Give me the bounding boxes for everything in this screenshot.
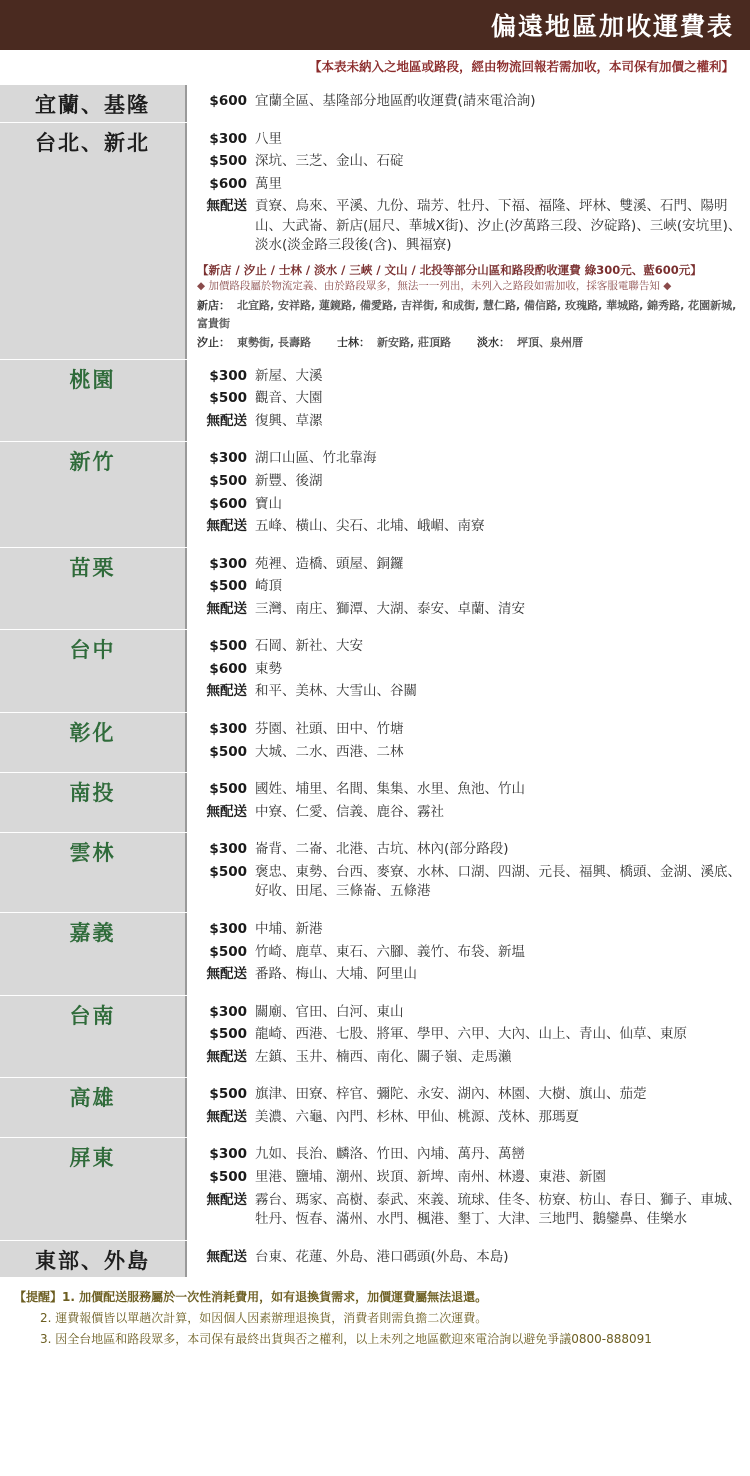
fee-line (197, 495, 742, 515)
fee-line (197, 472, 742, 492)
fee-price: $600 (209, 495, 247, 512)
fee-line (197, 1025, 742, 1045)
table-row (0, 629, 750, 712)
note-detail-key: 士林： (337, 336, 371, 350)
fee-price: $300 (209, 130, 247, 147)
fee-price: $300 (209, 555, 247, 572)
region-cell (0, 1138, 185, 1239)
region-cell (0, 1078, 185, 1137)
region-cell (0, 713, 185, 772)
fee-line (197, 743, 742, 763)
region-cell (0, 913, 185, 995)
fee-areas: 八里 (255, 130, 282, 147)
region-name: 彰化 (69, 721, 116, 746)
region-content (185, 1138, 750, 1239)
fee-areas: 觀音、大園 (255, 390, 323, 407)
fee-price: 無配送 (206, 600, 247, 617)
region-name: 雲林 (69, 841, 116, 866)
region-rows (0, 84, 750, 1277)
note-subline: ◆ 加價路段屬於物流定義、由於路段眾多，無法一一列出，未列入之路段如需加收，採客服電聯告知 ◆ (197, 280, 672, 293)
note-detail-value: 東勢街, 長壽路 (237, 336, 312, 350)
region-name: 台中 (69, 638, 116, 663)
fee-line (197, 152, 742, 172)
region-content (185, 773, 750, 832)
fee-line (197, 780, 742, 800)
footer-notes (0, 1277, 750, 1364)
table-row (0, 912, 750, 995)
table-row (0, 995, 750, 1078)
region-name: 台南 (69, 1003, 116, 1028)
region-cell (0, 442, 185, 546)
fee-areas: 新屋、大溪 (255, 367, 323, 384)
table-row (0, 359, 750, 442)
fee-price: $600 (209, 660, 247, 677)
fee-line (197, 1048, 742, 1068)
fee-areas: 竹崎、鹿草、東石、六腳、義竹、布袋、新塭 (255, 943, 525, 960)
fee-areas: 霧台、瑪家、高樹、泰武、來義、琉球、佳冬、枋寮、枋山、春日、獅子、車城、牡丹、恆春、滿州、水門、楓港、墾丁、大津、三地門、鵝鑾鼻、佳樂水 (255, 1191, 741, 1228)
note-detail-key: 淡水： (477, 336, 511, 350)
footer-note-3: 3. 因全台地區和路段眾多，本司保有最終出貨與否之權利，以上未列之地區歡迎來電洽詢以避免爭議0800-888091 (40, 1332, 652, 1347)
fee-areas: 三灣、南庄、獅潭、大湖、泰安、卓蘭、清安 (255, 600, 525, 617)
fee-line (197, 175, 742, 195)
region-cell (0, 123, 185, 359)
fee-line (197, 1145, 742, 1165)
fee-price: $300 (209, 721, 247, 738)
fee-line (197, 1108, 742, 1128)
region-note-box (197, 262, 742, 352)
fee-areas: 寶山 (255, 495, 282, 512)
table-row (0, 832, 750, 912)
fee-price: $300 (209, 450, 247, 467)
fee-areas: 番路、梅山、大埔、阿里山 (255, 966, 417, 983)
fee-line (197, 720, 742, 740)
fee-price: $300 (209, 1146, 247, 1163)
region-content (185, 713, 750, 772)
note-detail-key: 新店： (197, 298, 230, 312)
region-name: 新竹 (69, 450, 116, 475)
fee-price: $500 (209, 1086, 247, 1103)
footer-note-1: 【提醒】1. 加價配送服務屬於一次性消耗費用，如有退換貨需求，加價運費屬無法退還。 (14, 1290, 488, 1305)
fee-line (197, 863, 742, 902)
region-cell (0, 630, 185, 712)
fee-price: 無配送 (206, 683, 247, 700)
fee-areas: 關廟、官田、白河、東山 (255, 1003, 404, 1020)
fee-price: $500 (209, 863, 247, 880)
fee-line (197, 1168, 742, 1188)
fee-areas: 國姓、埔里、名間、集集、水里、魚池、竹山 (255, 781, 525, 798)
fee-areas: 五峰、橫山、尖石、北埔、峨嵋、南寮 (255, 518, 485, 535)
fee-line (197, 197, 742, 256)
note-detail-value: 坪頂、泉州厝 (517, 336, 584, 350)
table-row (0, 772, 750, 832)
region-content (185, 548, 750, 630)
fee-price: $500 (209, 638, 247, 655)
fee-price: $300 (209, 841, 247, 858)
fee-areas: 崙背、二崙、北港、古坑、林內(部分路段) (255, 841, 509, 858)
fee-areas: 左鎮、玉井、楠西、南化、關子嶺、走馬瀨 (255, 1048, 512, 1065)
fee-price: 無配送 (206, 803, 247, 820)
fee-line (197, 367, 742, 387)
region-cell (0, 85, 185, 122)
fee-price: $600 (209, 93, 247, 109)
note-detail (197, 297, 742, 332)
region-cell (0, 1241, 185, 1278)
fee-line (197, 389, 742, 409)
table-row (0, 712, 750, 772)
fee-line (197, 412, 742, 432)
fee-areas: 中埔、新港 (255, 920, 323, 937)
fee-price: 無配送 (206, 1248, 247, 1265)
region-cell (0, 773, 185, 832)
region-content (185, 85, 750, 122)
region-content (185, 1241, 750, 1278)
fee-price: $500 (209, 1026, 247, 1043)
footer-note-2: 2. 運費報價皆以單趟次計算，如因個人因素辦理退換貨，消費者則需負擔二次運費。 (40, 1311, 488, 1326)
fee-line (197, 1085, 742, 1105)
fee-areas: 宜蘭全區、基隆部分地區酌收運費(請來電洽詢) (255, 93, 536, 109)
fee-areas: 龍崎、西港、七股、將軍、學甲、六甲、大內、山上、青山、仙草、東原 (255, 1026, 687, 1043)
header-subnote: 【本表未納入之地區或路段，經由物流回報若需加收，本司保有加價之權利】 (308, 59, 734, 74)
fee-line (197, 965, 742, 985)
fee-price: $300 (209, 1003, 247, 1020)
fee-price: $500 (209, 1169, 247, 1186)
fee-areas: 里港、鹽埔、潮州、崁頂、新埤、南州、林邊、東港、新園 (255, 1169, 606, 1186)
fee-areas: 湖口山區、竹北靠海 (255, 450, 377, 467)
fee-price: $500 (209, 578, 247, 595)
fee-line (197, 920, 742, 940)
fee-areas: 台東、花蓮、外島、港口碼頭(外島、本島) (255, 1248, 509, 1265)
region-content (185, 360, 750, 442)
region-name: 嘉義 (69, 920, 116, 945)
fee-areas: 中寮、仁愛、信義、鹿谷、霧社 (255, 803, 444, 820)
note-detail-key: 汐止： (197, 336, 230, 350)
table-row (0, 122, 750, 359)
region-content (185, 630, 750, 712)
fee-areas: 深坑、三芝、金山、石碇 (255, 153, 404, 170)
region-name: 南投 (69, 781, 116, 806)
region-cell (0, 360, 185, 442)
region-content (185, 1078, 750, 1137)
page-header (0, 0, 750, 50)
fee-price: $500 (209, 153, 247, 170)
region-cell (0, 996, 185, 1078)
fee-line (197, 449, 742, 469)
table-row (0, 84, 750, 122)
fee-line (197, 130, 742, 150)
region-content (185, 996, 750, 1078)
note-headline: 【新店 / 汐止 / 士林 / 淡水 / 三峽 / 文山 / 北投等部分山區和路段酌收運費 綠300元、藍600元】 (197, 262, 702, 277)
fee-line (197, 660, 742, 680)
fee-areas: 九如、長治、麟洛、竹田、內埔、萬丹、萬巒 (255, 1146, 525, 1163)
fee-price: 無配送 (206, 1108, 247, 1125)
fee-price: $500 (209, 781, 247, 798)
fee-line (197, 517, 742, 537)
fee-areas: 和平、美林、大雪山、谷關 (255, 683, 417, 700)
region-name: 屏東 (69, 1146, 116, 1171)
fee-price: $500 (209, 390, 247, 407)
fee-areas: 新豐、後湖 (255, 472, 323, 489)
region-name: 苗栗 (69, 555, 116, 580)
note-detail-value: 北宜路, 安祥路, 蓮鏡路, 備愛路, 吉祥街, 和成街, 慧仁路, 備信路, 玫瑰路, 華城路, 錦秀路, 花園新城, 富貴街 (197, 298, 737, 330)
fee-price: $500 (209, 743, 247, 760)
fee-line (197, 577, 742, 597)
fee-price: $500 (209, 472, 247, 489)
fee-price: $500 (209, 943, 247, 960)
fee-price: $600 (209, 175, 247, 192)
fee-areas: 崎頂 (255, 578, 282, 595)
region-content (185, 442, 750, 546)
fee-areas: 旗津、田寮、梓官、彌陀、永安、湖內、林園、大樹、旗山、茄萣 (255, 1086, 647, 1103)
region-name: 台北、新北 (35, 130, 150, 155)
fee-line (197, 803, 742, 823)
fee-areas: 大城、二水、西港、二林 (255, 743, 404, 760)
fee-line (197, 637, 742, 657)
region-name: 東部、外島 (35, 1248, 150, 1273)
region-name: 高雄 (69, 1086, 116, 1111)
fee-areas: 復興、草漯 (255, 412, 323, 429)
fee-line (197, 1191, 742, 1230)
table-row (0, 1240, 750, 1278)
table-row (0, 441, 750, 546)
fee-areas: 貢寮、烏來、平溪、九份、瑞芳、牡丹、下福、福隆、坪林、雙溪、石門、陽明山、大武崙、新店(屈尺、華城X街)、汐止(汐萬路三段、汐碇路)、三峽(安坑里)、淡水(淡金路三段後(含)、興福寮) (255, 198, 742, 254)
page-title: 偏遠地區加收運費表 (490, 12, 734, 41)
fee-price: 無配送 (206, 1048, 247, 1065)
fee-areas: 石岡、新社、大安 (255, 638, 363, 655)
fee-areas: 苑裡、造橋、頭屋、銅鑼 (255, 555, 404, 572)
fee-price: 無配送 (206, 1191, 247, 1208)
fee-line (197, 555, 742, 575)
region-content (185, 833, 750, 912)
region-content (185, 913, 750, 995)
region-content (185, 123, 750, 359)
note-detail (197, 334, 742, 352)
fee-line (197, 840, 742, 860)
fee-line (197, 943, 742, 963)
fee-price: $300 (209, 367, 247, 384)
fee-areas: 褒忠、東勢、台西、麥寮、水林、口湖、四湖、元長、福興、橋頭、金湖、溪底、好收、田尾、三條崙、五條港 (255, 863, 741, 900)
fee-line (197, 92, 742, 112)
fee-line (197, 600, 742, 620)
fee-areas: 萬里 (255, 175, 282, 192)
table-row (0, 1137, 750, 1239)
fee-line (197, 1248, 742, 1268)
table-row (0, 547, 750, 630)
fee-price: 無配送 (206, 412, 247, 429)
note-detail-value: 新安路, 莊頂路 (377, 336, 452, 350)
fee-line (197, 682, 742, 702)
region-name: 宜蘭、基隆 (35, 93, 150, 117)
fee-price: $300 (209, 920, 247, 937)
fee-areas: 芬園、社頭、田中、竹塘 (255, 721, 404, 738)
fee-areas: 美濃、六龜、內門、杉林、甲仙、桃源、茂林、那瑪夏 (255, 1108, 579, 1125)
fee-price: 無配送 (206, 966, 247, 983)
fee-areas: 東勢 (255, 660, 282, 677)
region-cell (0, 548, 185, 630)
region-cell (0, 833, 185, 912)
fee-price: 無配送 (206, 198, 247, 215)
fee-line (197, 1003, 742, 1023)
table-row (0, 1077, 750, 1137)
region-name: 桃園 (69, 367, 116, 392)
fee-price: 無配送 (206, 518, 247, 535)
